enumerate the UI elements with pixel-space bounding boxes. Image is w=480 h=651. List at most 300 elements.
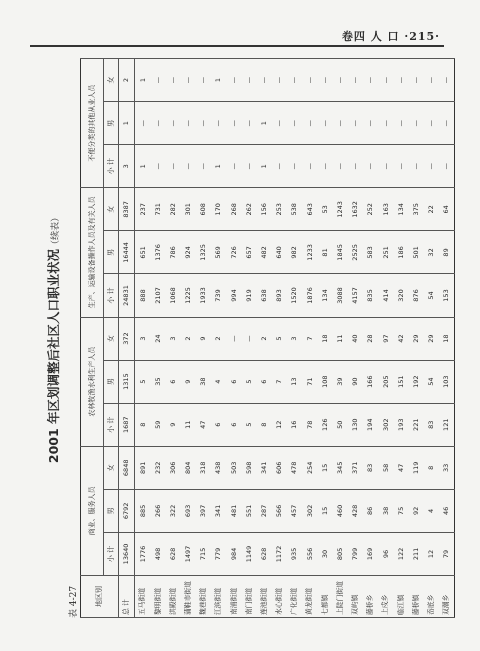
table-cell: — <box>348 145 363 188</box>
table-cell: 81 <box>317 231 332 274</box>
table-cell: 83 <box>424 403 439 446</box>
sub-header: 男 <box>104 231 119 274</box>
table-number: 表 4-27 <box>69 585 79 618</box>
table-cell: 193 <box>393 403 408 446</box>
table-cell: 29 <box>409 317 424 360</box>
table-cell: — <box>181 59 196 102</box>
table-cell: 4157 <box>348 274 363 317</box>
table-cell: 119 <box>409 446 424 489</box>
table-head <box>81 59 119 618</box>
table-cell: 731 <box>150 188 165 231</box>
table-cell: — <box>302 102 317 145</box>
table-cell: 538 <box>287 188 302 231</box>
table-cell: 657 <box>242 231 257 274</box>
table-cell: 375 <box>409 188 424 231</box>
table-cell: 1 <box>211 145 226 188</box>
table-cell: 397 <box>196 489 211 532</box>
table-cell: 566 <box>272 489 287 532</box>
table-cell: — <box>439 102 455 145</box>
table-cell: 3088 <box>333 274 348 317</box>
table-cell: 6 <box>257 360 272 403</box>
table-cell: 83 <box>363 446 378 489</box>
table-row <box>181 59 196 618</box>
table-cell: 1520 <box>287 274 302 317</box>
sub-header: 女 <box>104 446 119 489</box>
table-cell: 29 <box>424 317 439 360</box>
sub-header: 女 <box>104 317 119 360</box>
row-region-name: 魏巷街道 <box>196 576 211 618</box>
table-cell: 53 <box>317 188 332 231</box>
table-cell: 1632 <box>348 188 363 231</box>
table-cell: 6 <box>211 403 226 446</box>
table-cell: 2 <box>181 317 196 360</box>
table-cell: 371 <box>348 446 363 489</box>
table-cell: 54 <box>424 274 439 317</box>
sub-header-row <box>104 59 119 618</box>
table-cell: 2 <box>257 317 272 360</box>
row-region-name: 藤桥镇 <box>409 576 424 618</box>
table-cell: 122 <box>393 532 408 575</box>
table-row <box>302 59 317 618</box>
table-cell: 726 <box>226 231 241 274</box>
table-cell: 891 <box>135 446 151 489</box>
row-region-name: 藤桥乡 <box>363 576 378 618</box>
table-cell: — <box>363 102 378 145</box>
table-cell: 4 <box>211 360 226 403</box>
table-cell: 121 <box>439 403 455 446</box>
running-header: 卷四 人 口 ·215· <box>341 30 440 43</box>
table-cell: — <box>317 102 332 145</box>
table-title-main: 2001 年区划调整后社区人口职业状况 <box>46 248 61 464</box>
row-region-name: 蒲鞋市街道 <box>181 576 196 618</box>
table-cell: — <box>287 59 302 102</box>
row-region-name: 水心街道 <box>272 576 287 618</box>
table-row <box>242 59 257 618</box>
table-cell: 4 <box>424 489 439 532</box>
table-cell: 779 <box>211 532 226 575</box>
table-cell: 47 <box>393 446 408 489</box>
rotated-table-block <box>44 58 451 618</box>
table-row <box>393 59 408 618</box>
table-cell: 804 <box>181 446 196 489</box>
table-cell: 638 <box>257 274 272 317</box>
table-cell: — <box>166 102 181 145</box>
row-region-name: 黎明街道 <box>150 576 165 618</box>
table-cell: 9 <box>181 360 196 403</box>
table-cell: 18 <box>439 317 455 360</box>
table-cell: 984 <box>226 532 241 575</box>
table-cell: — <box>317 59 332 102</box>
table-cell: — <box>348 59 363 102</box>
table-cell: 16 <box>287 403 302 446</box>
table-cell: 715 <box>196 532 211 575</box>
table-cell: 126 <box>317 403 332 446</box>
table-cell: 805 <box>333 532 348 575</box>
table-cell: 2 <box>211 317 226 360</box>
table-title <box>44 58 62 618</box>
table-cell: 42 <box>393 317 408 360</box>
table-cell: 924 <box>181 231 196 274</box>
table-row <box>333 59 348 618</box>
table-cell: 6 <box>226 360 241 403</box>
table-cell: 1776 <box>135 532 151 575</box>
table-cell: — <box>393 145 408 188</box>
header-rule <box>30 45 444 47</box>
table-cell: 8 <box>257 403 272 446</box>
table-cell: 1068 <box>166 274 181 317</box>
row-region-name: 双屿镇 <box>348 576 363 618</box>
table-cell: 194 <box>363 403 378 446</box>
row-region-name: 黄龙街道 <box>302 576 317 618</box>
table-cell: 59 <box>150 403 165 446</box>
table-cell: 302 <box>302 489 317 532</box>
table-cell: 1876 <box>302 274 317 317</box>
table-cell: — <box>393 102 408 145</box>
table-cell: 551 <box>242 489 257 532</box>
table-cell: — <box>333 102 348 145</box>
table-cell: 92 <box>409 489 424 532</box>
table-cell: — <box>378 59 393 102</box>
table-row <box>317 59 332 618</box>
table-cell: 13640 <box>119 532 135 575</box>
table-cell: 414 <box>378 274 393 317</box>
table-cell: 3 <box>119 145 135 188</box>
table-cell: — <box>226 59 241 102</box>
table-cell: 211 <box>409 532 424 575</box>
table-cell: 1 <box>257 102 272 145</box>
table-cell: 1687 <box>119 403 135 446</box>
table-cell: 78 <box>302 403 317 446</box>
group-header: 商业、服务人员 <box>81 446 104 575</box>
table-cell: 457 <box>287 489 302 532</box>
table-cell: 888 <box>135 274 151 317</box>
table-cell: 251 <box>378 231 393 274</box>
row-region-name: 总 计 <box>119 576 135 618</box>
table-cell: 221 <box>409 403 424 446</box>
table-cell: 252 <box>363 188 378 231</box>
table-cell: 640 <box>272 231 287 274</box>
table-cell: — <box>348 102 363 145</box>
sub-header: 女 <box>104 59 119 102</box>
table-cell: — <box>135 102 151 145</box>
table-cell: 3 <box>287 317 302 360</box>
table-cell: — <box>196 59 211 102</box>
table-cell: 96 <box>378 532 393 575</box>
table-cell: 1 <box>257 145 272 188</box>
group-header: 生产、运输设备操作人员及有关人员 <box>81 188 104 317</box>
table-cell: 15 <box>317 446 332 489</box>
row-region-name: 江滨街道 <box>211 576 226 618</box>
table-cell: 608 <box>196 188 211 231</box>
table-cell: 15 <box>317 489 332 532</box>
table-cell: 428 <box>348 489 363 532</box>
table-cell: 205 <box>378 360 393 403</box>
table-cell: 13 <box>287 360 302 403</box>
group-header: 农林牧渔水利生产人员 <box>81 317 104 446</box>
table-cell: 2525 <box>348 231 363 274</box>
table-cell: 58 <box>378 446 393 489</box>
table-cell: 79 <box>439 532 455 575</box>
table-cell: — <box>287 102 302 145</box>
table-cell: — <box>242 59 257 102</box>
table-cell: 320 <box>393 274 408 317</box>
group-header: 不便分类的其他从业人员 <box>81 59 104 188</box>
table-cell: 12 <box>424 532 439 575</box>
table-cell: — <box>333 59 348 102</box>
table-cell: 30 <box>317 532 332 575</box>
row-region-name: 莲池街道 <box>257 576 272 618</box>
table-cell: 268 <box>226 188 241 231</box>
table-cell: 18 <box>317 317 332 360</box>
table-cell: 302 <box>378 403 393 446</box>
table-cell: 266 <box>150 489 165 532</box>
table-cell: 1 <box>119 102 135 145</box>
sub-header: 男 <box>104 489 119 532</box>
table-cell: 341 <box>257 446 272 489</box>
table-row <box>287 59 302 618</box>
table-cell: 643 <box>302 188 317 231</box>
table-cell: 103 <box>439 360 455 403</box>
table-cell: 254 <box>302 446 317 489</box>
table-cell: 5 <box>135 360 151 403</box>
table-cell: 1 <box>135 59 151 102</box>
table-cell: 33 <box>439 446 455 489</box>
table-cell: 372 <box>119 317 135 360</box>
row-region-name: 南浦街道 <box>226 576 241 618</box>
table-cell: 262 <box>242 188 257 231</box>
table-row <box>409 59 424 618</box>
table-cell: 89 <box>439 231 455 274</box>
table-row <box>363 59 378 618</box>
table-row <box>257 59 272 618</box>
table-cell: — <box>242 102 257 145</box>
table-cell: — <box>302 59 317 102</box>
table-cell: — <box>166 145 181 188</box>
table-cell: 32 <box>424 231 439 274</box>
table-row <box>272 59 287 618</box>
table-cell: — <box>242 145 257 188</box>
group-header-row <box>81 59 104 618</box>
table-cell: 237 <box>135 188 151 231</box>
table-cell: — <box>181 145 196 188</box>
table-row <box>211 59 226 618</box>
table-cell: 46 <box>439 489 455 532</box>
table-cell: 28 <box>363 317 378 360</box>
table-cell: 1 <box>211 59 226 102</box>
table-cell: 2107 <box>150 274 165 317</box>
row-region-name: 广化街道 <box>287 576 302 618</box>
table-cell: 651 <box>135 231 151 274</box>
table-cell: 7 <box>302 317 317 360</box>
table-cell: 6792 <box>119 489 135 532</box>
table-cell: 38 <box>196 360 211 403</box>
table-cell: 153 <box>439 274 455 317</box>
row-region-name: 上戍乡 <box>378 576 393 618</box>
table-row <box>348 59 363 618</box>
table-cell: 170 <box>211 188 226 231</box>
table-cell: 232 <box>150 446 165 489</box>
table-cell: 460 <box>333 489 348 532</box>
table-cell: — <box>181 102 196 145</box>
table-cell: 606 <box>272 446 287 489</box>
table-cell: 169 <box>363 532 378 575</box>
table-cell: 90 <box>348 360 363 403</box>
table-cell: — <box>242 317 257 360</box>
table-cell: 1225 <box>181 274 196 317</box>
table-cell: 151 <box>393 360 408 403</box>
table-cell: — <box>150 102 165 145</box>
table-cell: 24831 <box>119 274 135 317</box>
region-header: 地区别 <box>81 576 119 618</box>
table-cell: — <box>150 145 165 188</box>
table-cell: — <box>226 145 241 188</box>
table-cell: 108 <box>317 360 332 403</box>
table-cell: — <box>196 145 211 188</box>
table-cell: — <box>378 102 393 145</box>
table-cell: 478 <box>287 446 302 489</box>
table-cell: 8 <box>424 446 439 489</box>
table-cell: 583 <box>363 231 378 274</box>
row-region-name: 洪殿街道 <box>166 576 181 618</box>
table-cell: 835 <box>363 274 378 317</box>
table-cell: 16444 <box>119 231 135 274</box>
table-cell: 322 <box>166 489 181 532</box>
table-cell: 71 <box>302 360 317 403</box>
table-cell: 192 <box>409 360 424 403</box>
table-cell: 556 <box>302 532 317 575</box>
table-cell: 11 <box>333 317 348 360</box>
table-cell: 38 <box>378 489 393 532</box>
table-cell: — <box>439 145 455 188</box>
table-cell: 1933 <box>196 274 211 317</box>
table-cell: 166 <box>363 360 378 403</box>
table-cell: 919 <box>242 274 257 317</box>
table-cell: — <box>272 102 287 145</box>
table-cell: 7 <box>272 360 287 403</box>
table-cell: 24 <box>150 317 165 360</box>
occupation-table <box>80 58 455 618</box>
table-cell: — <box>424 102 439 145</box>
table-cell: 1 <box>135 145 151 188</box>
table-cell: — <box>226 102 241 145</box>
table-cell: 287 <box>257 489 272 532</box>
table-row <box>135 59 151 618</box>
table-row <box>378 59 393 618</box>
row-region-name: 南门街道 <box>242 576 257 618</box>
table-cell: 994 <box>226 274 241 317</box>
table-cell: 6848 <box>119 446 135 489</box>
table-cell: — <box>439 59 455 102</box>
table-cell: — <box>333 145 348 188</box>
table-cell: — <box>409 102 424 145</box>
table-row <box>439 59 455 618</box>
table-cell: 893 <box>272 274 287 317</box>
table-cell: 50 <box>333 403 348 446</box>
table-cell: — <box>424 59 439 102</box>
table-cell: 2 <box>119 59 135 102</box>
row-region-name: 五马街道 <box>135 576 151 618</box>
table-cell: 739 <box>211 274 226 317</box>
table-cell: 253 <box>272 188 287 231</box>
table-cell: 64 <box>439 188 455 231</box>
table-cell: 935 <box>287 532 302 575</box>
table-cell: — <box>363 145 378 188</box>
table-cell: 22 <box>424 188 439 231</box>
table-cell: — <box>166 59 181 102</box>
table-cell: — <box>393 59 408 102</box>
sub-header: 小 计 <box>104 532 119 575</box>
table-cell: 1243 <box>333 188 348 231</box>
table-cell: 47 <box>196 403 211 446</box>
table-cell: 8387 <box>119 188 135 231</box>
table-cell: 9 <box>166 403 181 446</box>
table-cell: 9 <box>196 317 211 360</box>
table-cell: 1149 <box>242 532 257 575</box>
table-cell: 345 <box>333 446 348 489</box>
table-cell: 341 <box>211 489 226 532</box>
table-cell: — <box>272 145 287 188</box>
table-cell: 501 <box>409 231 424 274</box>
row-region-name: 岙底乡 <box>424 576 439 618</box>
table-cell: — <box>257 59 272 102</box>
table-cell: 1845 <box>333 231 348 274</box>
table-row <box>196 59 211 618</box>
table-cell: 306 <box>166 446 181 489</box>
table-cell: — <box>424 145 439 188</box>
sub-header: 女 <box>104 188 119 231</box>
table-title-suffix: （续表） <box>51 212 61 249</box>
table-row <box>166 59 181 618</box>
table-cell: 97 <box>378 317 393 360</box>
table-cell: 1325 <box>196 231 211 274</box>
row-region-name: 双潮乡 <box>439 576 455 618</box>
table-cell: 75 <box>393 489 408 532</box>
table-cell: 503 <box>226 446 241 489</box>
table-row <box>226 59 241 618</box>
table-cell: 40 <box>348 317 363 360</box>
table-cell: — <box>226 317 241 360</box>
table-cell: 498 <box>150 532 165 575</box>
table-cell: 54 <box>424 360 439 403</box>
table-cell: 8 <box>135 403 151 446</box>
table-cell: 156 <box>257 188 272 231</box>
table-cell: 163 <box>378 188 393 231</box>
table-cell: 3 <box>135 317 151 360</box>
table-cell: 318 <box>196 446 211 489</box>
table-cell: 11 <box>181 403 196 446</box>
table-cell: — <box>150 59 165 102</box>
sub-header: 小 计 <box>104 274 119 317</box>
table-cell: 5 <box>242 403 257 446</box>
table-cell: 5 <box>242 360 257 403</box>
table-cell: 1497 <box>181 532 196 575</box>
table-cell: — <box>409 59 424 102</box>
row-region-name: 上陡门街道 <box>333 576 348 618</box>
table-cell: 598 <box>242 446 257 489</box>
table-cell: 134 <box>393 188 408 231</box>
table-cell: 481 <box>226 489 241 532</box>
table-cell: 876 <box>409 274 424 317</box>
table-row <box>424 59 439 618</box>
table-cell: 301 <box>181 188 196 231</box>
table-cell: 186 <box>393 231 408 274</box>
table-cell: — <box>302 145 317 188</box>
table-cell: 628 <box>166 532 181 575</box>
table-cell: 982 <box>287 231 302 274</box>
sub-header: 小 计 <box>104 145 119 188</box>
table-cell: 1315 <box>119 360 135 403</box>
table-cell: 134 <box>317 274 332 317</box>
